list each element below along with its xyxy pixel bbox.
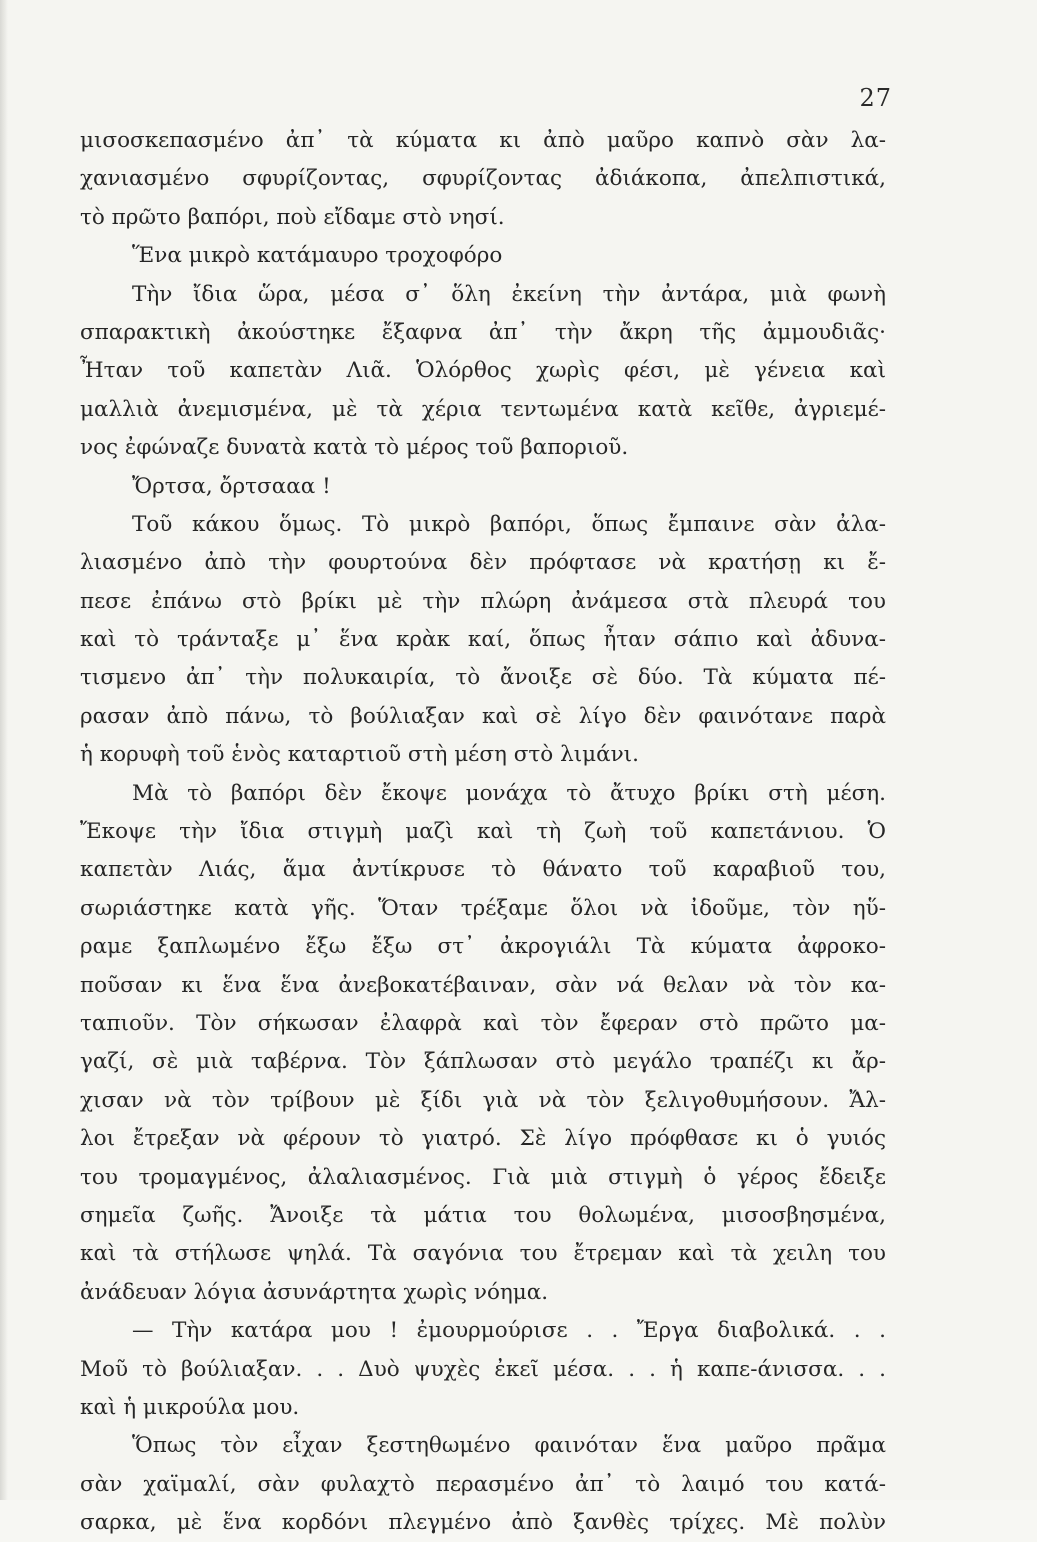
page-spine-shadow (0, 0, 8, 1500)
text-line: σὰν χαϊμαλί, σὰν φυλαχτὸ περασμένο ἀπ᾽ τὸ λαιμό του κατά- (80, 1471, 886, 1497)
text-line: ταπιοῦν. Τὸν σήκωσαν ἐλαφρὰ καὶ τὸν ἔφεραν στὸ πρῶτο μα- (80, 1010, 886, 1036)
text-line: Μὰ τὸ βαπόρι δὲν ἔκοψε μονάχα τὸ ἄτυχο βρίκι στὴ μέση. (132, 780, 886, 806)
text-line: χισαν νὰ τὸν τρίβουν μὲ ξίδι γιὰ νὰ τὸν ξελιγοθυμήσουν. Ἄλ- (80, 1087, 886, 1113)
text-line: Τὴν ἴδια ὥρα, μέσα σ᾽ ὅλη ἐκείνη τὴν ἀντάρα, μιὰ φωνὴ (132, 281, 886, 307)
text-line: Τοῦ κάκου ὅμως. Τὸ μικρὸ βαπόρι, ὅπως ἔμπαινε σὰν ἀλα- (132, 511, 886, 537)
text-line: ποῦσαν κι ἕνα ἕνα ἀνεβοκατέβαιναν, σὰν νά θελαν νὰ τὸν κα- (80, 972, 886, 998)
text-line: νος ἐφώναζε δυνατὰ κατὰ τὸ μέρος τοῦ βαποριοῦ. (80, 435, 629, 461)
text-line: καπετὰν Λιάς, ἅμα ἀντίκρυσε τὸ θάνατο τοῦ καραβιοῦ του, (80, 857, 886, 883)
text-line: ἀνάδευαν λόγια ἀσυνάρτητα χωρὶς νόημα. (80, 1279, 549, 1305)
text-line: Ἔκοψε τὴν ἴδια στιγμὴ μαζὶ καὶ τὴ ζωὴ τοῦ καπετάνιου. Ὁ (80, 819, 886, 845)
text-line: γαζί, σὲ μιὰ ταβέρνα. Τὸν ξάπλωσαν στὸ μεγάλο τραπέζι κι ἄρ- (80, 1049, 886, 1075)
body-text (80, 122, 886, 1542)
text-line: καὶ τὰ στήλωσε ψηλά. Τὰ σαγόνια του ἔτρεμαν καὶ τὰ χειλη του (80, 1241, 886, 1267)
text-line: Μοῦ τὸ βούλιαξαν. . . Δυὸ ψυχὲς ἐκεῖ μέσα. . . ἡ καπε-άνισσα. . . (80, 1356, 886, 1382)
text-line: πεσε ἐπάνω στὸ βρίκι μὲ τὴν πλώρη ἀνάμεσα στὰ πλευρά του (80, 588, 886, 614)
text-line: τὸ πρῶτο βαπόρι, ποὺ εἴδαμε στὸ νησί. (80, 204, 505, 230)
text-line: σπαρακτικὴ ἀκούστηκε ἔξαφνα ἀπ᾽ τὴν ἄκρη τῆς ἀμμουδιᾶς· (80, 319, 886, 345)
text-line: Ὄρτσα, ὄρτσααα ! (132, 473, 331, 499)
text-line: λοι ἔτρεξαν νὰ φέρουν τὸ γιατρό. Σὲ λίγο πρόφθασε κι ὁ γυιός (80, 1126, 886, 1152)
text-line: χανιασμένο σφυρίζοντας, σφυρίζοντας ἀδιάκοπα, ἀπελπιστικά, (80, 166, 886, 192)
text-line: μαλλιὰ ἀνεμισμένα, μὲ τὰ χέρια τεντωμένα κατὰ κεῖθε, ἀγριεμέ- (80, 396, 886, 422)
text-line: τισμενο ἀπ᾽ τὴν πολυκαιρία, τὸ ἄνοιξε σὲ δύο. Τὰ κύματα πέ- (80, 665, 886, 691)
text-line: Ἕνα μικρὸ κατάμαυρο τροχοφόρο (132, 243, 503, 269)
text-line: ἡ κορυφὴ τοῦ ἑνὸς καταρτιοῦ στὴ μέση στὸ λιμάνι. (80, 742, 639, 768)
text-line: λιασμένο ἀπὸ τὴν φουρτούνα δὲν πρόφτασε νὰ κρατήσῃ κι ἔ- (80, 550, 886, 576)
text-line: καὶ ἡ μικρούλα μου. (80, 1394, 300, 1420)
text-line: σημεῖα ζωῆς. Ἄνοιξε τὰ μάτια του θολωμένα, μισοσβησμένα, (80, 1202, 886, 1228)
text-line: καὶ τὸ τράνταξε μ᾽ ἕνα κρὰκ καί, ὅπως ἦταν σάπιο καὶ ἀδυνα- (80, 627, 886, 653)
text-line: σαρκα, μὲ ἕνα κορδόνι πλεγμένο ἀπὸ ξανθὲς τρίχες. Μὲ πολὺν (80, 1510, 886, 1536)
text-line: ραμε ξαπλωμένο ἔξω ἔξω στ᾽ ἀκρογιάλι Τὰ κύματα ἀφροκο- (80, 934, 886, 960)
text-line: του τρομαγμένος, ἀλαλιασμένος. Γιὰ μιὰ στιγμὴ ὁ γέρος ἔδειξε (80, 1164, 886, 1190)
text-line: μισοσκεπασμένο ἀπ᾽ τὰ κύματα κι ἀπὸ μαῦρο καπνὸ σὰν λα- (80, 128, 886, 153)
text-line: ρασαν ἀπὸ πάνω, τὸ βούλιαξαν καὶ σὲ λίγο δὲν φαινότανε παρὰ (80, 703, 886, 729)
text-line: Ἦταν τοῦ καπετὰν Λιᾶ. Ὁλόρθος χωρὶς φέσι, μὲ γένεια καὶ (80, 358, 886, 384)
text-line: Ὅπως τὸν εἶχαν ξεστηθωμένο φαινόταν ἕνα μαῦρο πρᾶμα (132, 1433, 886, 1459)
page-number: 27 (859, 84, 892, 112)
text-line: — Τὴν κατάρα μου ! ἐμουρμούρισε . . Ἔργα διαβολικά. . . (132, 1318, 886, 1344)
text-line: σωριάστηκε κατὰ γῆς. Ὅταν τρέξαμε ὅλοι νὰ ἰδοῦμε, τὸν ηὕ- (80, 895, 886, 921)
